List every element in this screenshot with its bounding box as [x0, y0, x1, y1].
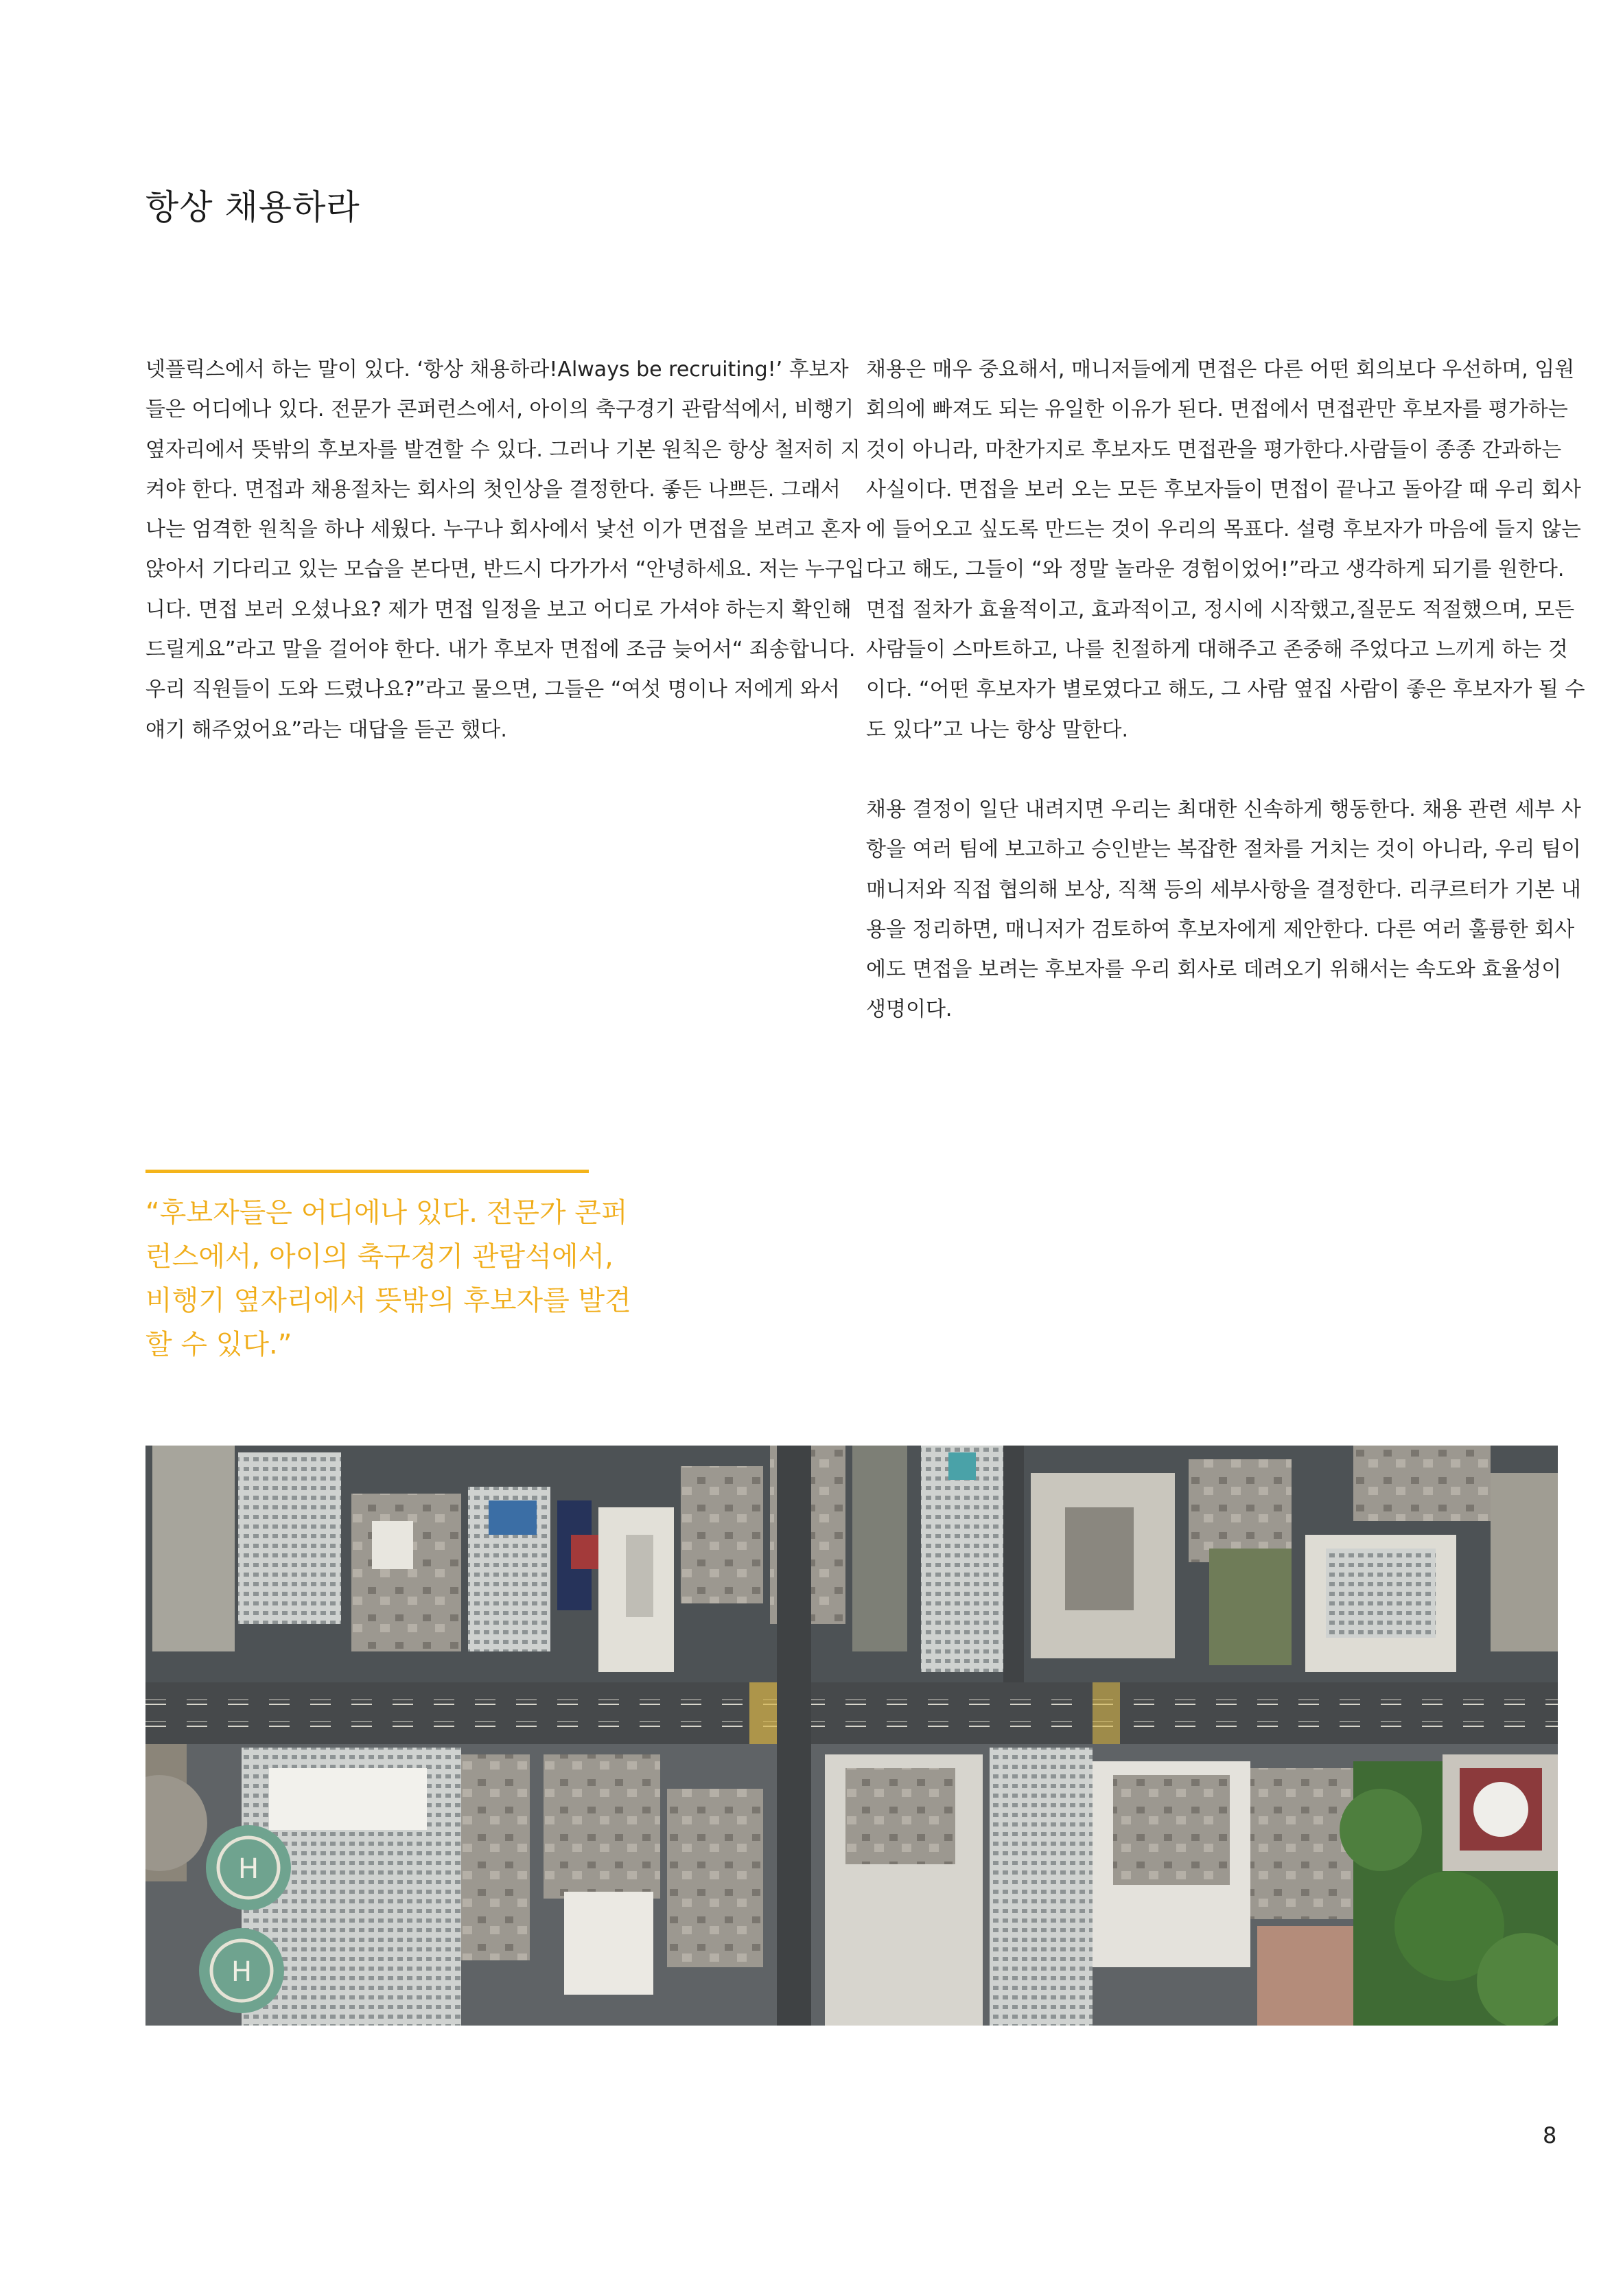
body-paragraph: 넷플릭스에서 하는 말이 있다. ‘항상 채용하라!Always be recruiting!’ 후보자들은 어디에나 있다. 전문가 콘퍼런스에서, 아이의 축구경기 관람석에서, 비행기 옆자리에서 뜻밖의 후보자를 발견할 수 있다. 그러나 기본 원칙은 항상 철저히 지켜야 한다. 면접과 채용절차는 회사의 첫인상을 결정한다. 좋든 나쁘든. 그래서 나는 엄격한 원칙을 하나 세웠다. 누구나 회사에서 낯선 이가 면접을 보려고 혼자 앉아서 기다리고 있는 모습을 본다면, 반드시 다가가서 “안녕하세요. 저는 누구입니다. 면접 보러 오셨나요? 제가 면접 일정을 보고 어디로 가셔야 하는지 확인해 드릴게요”라고 말을 걸어야 한다. 내가 후보자 면접에 조금 늦어서“ 죄송합니다. 우리 직원들이 도와 드렸나요?”라고 물으면, 그들은 “여섯 명이나 저에게 와서 얘기 해주었어요”라는 대답을 듣곤 했다. — [145, 358, 865, 742]
page-title: 항상 채용하라 — [145, 187, 360, 227]
body-paragraph: 채용 결정이 일단 내려지면 우리는 최대한 신속하게 행동한다. 채용 관련 세부 사항을 여러 팀에 보고하고 승인받는 복잡한 절차를 거치는 것이 아니라, 우리 팀이 매니저와 직접 협의해 보상, 직책 등의 세부사항을 결정한다. 리쿠르터가 기본 내용을 정리하면, 매니저가 검토하여 후보자에게 제안한다. 다른 여러 훌륭한 회사에도 면접을 보려는 후보자를 우리 회사로 데려오기 위해서는 속도와 효율성이 생명이다. — [866, 797, 1581, 1022]
quote-divider — [145, 1170, 589, 1173]
body-column-left — [145, 350, 866, 750]
helipad-marking: H — [237, 1853, 259, 1885]
body-column-right — [866, 350, 1587, 1030]
aerial-city-photo — [145, 1446, 1558, 2026]
page-number: 8 — [1543, 2122, 1557, 2148]
helipad-marking: H — [231, 1956, 253, 1988]
pull-quote: “후보자들은 어디에나 있다. 전문가 콘퍼런스에서, 아이의 축구경기 관람석에서, 비행기 옆자리에서 뜻밖의 후보자를 발견할 수 있다.” — [145, 1197, 631, 1360]
body-paragraph: 채용은 매우 중요해서, 매니저들에게 면접은 다른 어떤 회의보다 우선하며, 임원 회의에 빠져도 되는 유일한 이유가 된다. 면접에서 면접관만 후보자를 평가하는 것이 아니라, 마찬가지로 후보자도 면접관을 평가한다.사람들이 종종 간과하는 사실이다. 면접을 보러 오는 모든 후보자들이 면접이 끝나고 돌아갈 때 우리 회사에 들어오고 싶도록 만드는 것이 우리의 목표다. 설령 후보자가 마음에 들지 않는다고 해도, 그들이 “와 정말 놀라운 경험이었어!”라고 생각하게 되기를 원한다. 면접 절차가 효율적이고, 효과적이고, 정시에 시작했고,질문도 적절했으며, 모든 사람들이 스마트하고, 나를 친절하게 대해주고 존중해 주었다고 느끼게 하는 것이다. “어떤 후보자가 별로였다고 해도, 그 사람 옆집 사람이 좋은 후보자가 될 수도 있다”고 나는 항상 말한다. — [866, 358, 1585, 742]
